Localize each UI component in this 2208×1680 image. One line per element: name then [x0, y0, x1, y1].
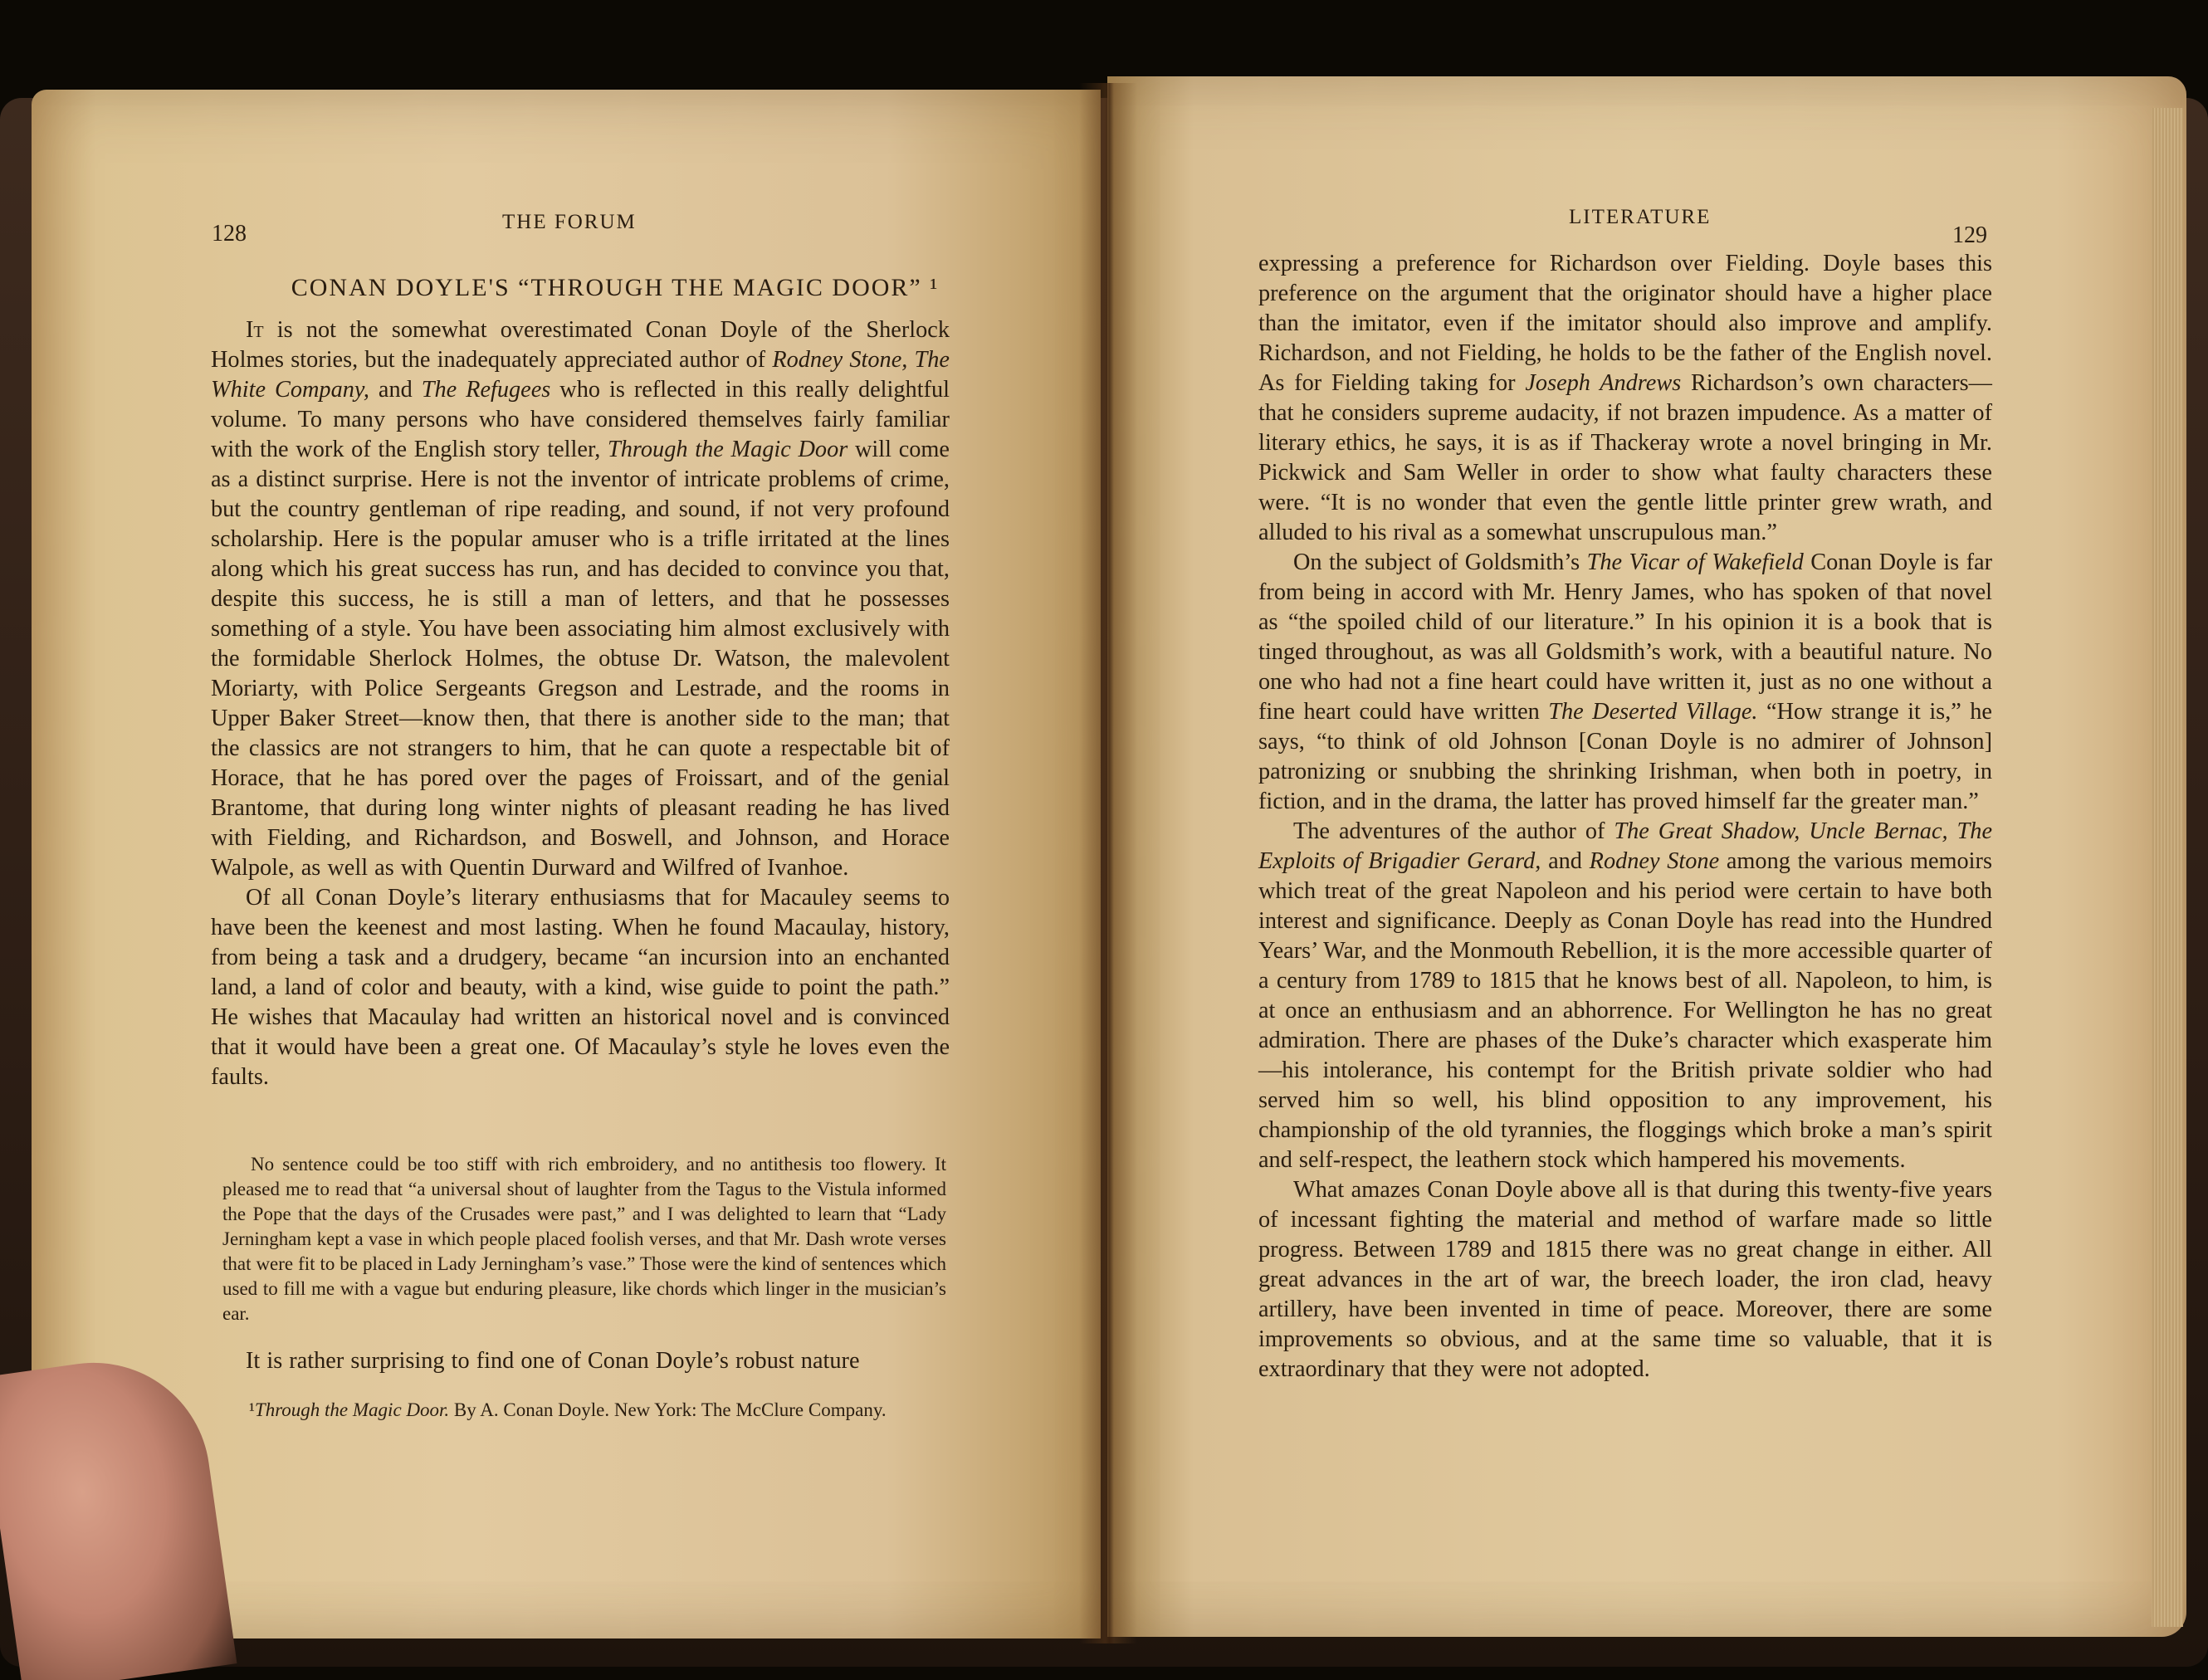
italic-title: The Vicar of Wakefield: [1586, 549, 1804, 575]
paragraph: [1258, 249, 1992, 548]
book-gutter: [1079, 83, 1137, 1643]
text-run: and: [1541, 848, 1590, 874]
footnote-marker: ¹: [249, 1399, 255, 1420]
text-run: The adventures of the author of: [1293, 818, 1614, 844]
closing-line-block: [211, 1346, 950, 1376]
italic-title: Joseph Andrews: [1525, 370, 1682, 396]
paragraph: [1258, 1175, 1992, 1385]
paragraph: [211, 883, 950, 1092]
footnote: [221, 1398, 945, 1423]
text-run: What amazes Conan Doyle above all is that during this twenty-five years of incessant fighting the material and method of warfare made so little progress. Between 1789 and 1815 there was no great change in either. All great advances in the art of war, the breech loader, the iron clad, heavy artillery, have been invented in time of peace. Moreover, there are some improvements so obvious, and at the same time so valuable, that it is extraordinary that they were not adopted.: [1258, 1177, 1992, 1382]
text-run: Of all Conan Doyle’s literary enthusiasms that for Macauley seems to have been the keenest and most lasting. When he found Macaulay, history, from being a task and a drudgery, became “an incursion into an enchanted land, a land of color and beauty, with a kind, wise guide to point the path.” He wishes that Macaulay had written an historical novel and is convinced that it would have been a great one. Of Macaulay’s style he loves even the faults.: [211, 885, 950, 1090]
block-quote-text: No sentence could be too stiff with rich embroidery, and no antithesis too flowery. It pleased me to read that “a universal shout of laughter from the Tagus to the Vistula informed the Pope that the days of the Crusades were past,” and I was delighted to learn that “Lady Jerningham kept a vase in which people placed foolish verses, and that Mr. Dash wrote verses that were fit to be placed in Lady Jerningham’s vase.” Those were the kind of sentences which used to fill me with a vague but enduring pleasure, like chords which linger in the musician’s ear.: [222, 1154, 946, 1324]
text-run: “How strange it is,” he says, “to think of old Johnson [Conan Doyle is no admirer of Johnson] patronizing or snubbing the shrinking Irishman, when both in poetry, in fiction, and in the drama, the latter has proved himself far the greater man.”: [1258, 699, 1992, 814]
closing-line: It is rather surprising to find one of Conan Doyle’s robust nature: [246, 1348, 860, 1374]
italic-title: Rodney Stone, The White Company,: [211, 347, 950, 403]
text-run: Richardson’s own characters—that he considers supreme audacity, if not brazen impudence. As a matter of literary ethics, he says, it is as if Thackeray wrote a novel bringing in Mr. Pickwick and Sam Weller in order to show what faulty characters these were. “It is no wonder that even the gentle little printer grew wrath, and alluded to his rival as a somewhat unscrupulous man.”: [1258, 370, 1992, 545]
italic-title: Through the Magic Door: [608, 437, 848, 462]
italic-title: Rodney Stone: [1589, 848, 1720, 874]
lead-word: It: [246, 317, 264, 343]
paragraph: [211, 315, 950, 883]
right-body-text: [1258, 249, 1992, 1385]
text-run: expressing a preference for Richardson over Fielding. Doyle bases this preference on the argument that the originator should have a higher place than the imitator, even if the imitator should also improve and amplify. Richardson, and not Fielding, he holds to be the father of the English novel. As for Fielding taking for: [1258, 251, 1992, 396]
footnote-text: [221, 1398, 945, 1423]
right-page-number: 129: [1952, 222, 1987, 248]
page-edges: [2152, 108, 2183, 1627]
paragraph: [1258, 548, 1992, 817]
left-page-number: 128: [212, 221, 247, 247]
paragraph: [1258, 817, 1992, 1175]
text-run: who is reflected in this really delightful volume. To many persons who have considered themselves fairly familiar with the work of the English story teller,: [211, 377, 950, 462]
text-run: will come as a distinct surprise. Here is not the inventor of intricate problems of crime, but the country gentleman of ripe reading, and sound, if not very profound scholarship. Here is the popular amuser who is a trifle irritated at the lines along which his great success has run, and has decided to convince you that, despite this success, he is still a man of letters, and that he possesses something of a style. You have been associating him almost exclusively with the formidable Sherlock Holmes, the obtuse Dr. Watson, the malevolent Moriarty, with Police Sergeants Gregson and Lestrade, and the rooms in Upper Baker Street—know then, that there is another side to the man; that the classics are not strangers to him, that he can quote a respectable bit of Horace, that he has pored over the pages of Froissart, and of the genial Brantome, that during long winter nights of pleasant reading he has lived with Fielding, and Richardson, and Boswell, and Johnson, and Horace Walpole, as well as with Quentin Durward and Wilfred of Ivanhoe.: [211, 437, 950, 881]
italic-title: The Refugees: [421, 377, 551, 403]
left-running-head: THE FORUM: [502, 211, 637, 233]
text-run: among the various memoirs which treat of the great Napoleon and his period were certain to have both interest and significance. Deeply as Conan Doyle has read into the Hundred Years’ War, and the Monmouth Rebellion, it is the more accessible quarter of a century from 1789 to 1815 that he knows best of all. Napoleon, to him, is at once an enthusiasm and an abhorrence. For Wellington he has no great admiration. There are phases of the Duke’s character which exasperate him—his intolerance, his contempt for the British private soldier who had served him so well, his blind opposition to any improvement, his championship of the old tyrannies, the floggings which broke a man’s spirit and self-respect, the leathern stock which hampered his movements.: [1258, 848, 1992, 1173]
block-quote: [222, 1152, 946, 1326]
footnote-rest: By A. Conan Doyle. New York: The McClure Company.: [449, 1399, 887, 1420]
text-run: and: [369, 377, 422, 403]
text-run: On the subject of Goldsmith’s: [1293, 549, 1587, 575]
text-run: Conan Doyle is far from being in accord with Mr. Henry James, who has spoken of that novel as “the spoiled child of our literature.” In his opinion it is a book that is tinged throughout, as was all Goldsmith’s work, with a beautiful nature. No one who had not a fine heart could have written it, just as no one without a fine heart could have written: [1258, 549, 1993, 725]
italic-title: The Deserted Village.: [1548, 699, 1758, 725]
right-running-head: LITERATURE: [1569, 206, 1712, 228]
footnote-title: Through the Magic Door.: [254, 1399, 450, 1420]
left-body-text: [211, 315, 950, 1092]
article-title: CONAN DOYLE'S “THROUGH THE MAGIC DOOR” ¹: [291, 274, 940, 301]
text-run: is not the somewhat overestimated Conan Doyle of the Sherlock Holmes stories, but the inadequately appreciated author of: [211, 317, 950, 373]
italic-title: The Great Shadow, Uncle Bernac, The Exploits of Brigadier Gerard,: [1258, 818, 1993, 874]
